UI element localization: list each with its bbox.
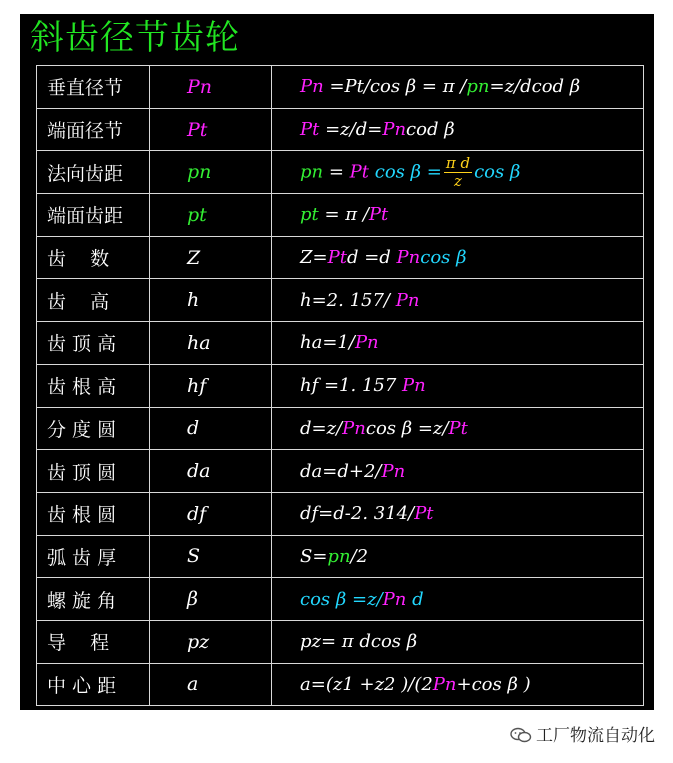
parameter-symbol	[150, 322, 272, 365]
formula-term: pt	[300, 204, 319, 226]
formula-term: Pt	[448, 417, 468, 439]
formula-term: pn	[300, 161, 324, 183]
parameter-formula	[272, 194, 644, 237]
parameter-formula	[272, 66, 644, 109]
formula-term: pn	[327, 545, 351, 567]
parameter-symbol	[150, 236, 272, 279]
formula-term: Pn	[402, 375, 426, 397]
parameter-name: 齿 数	[37, 236, 150, 279]
footer-label: 工厂物流自动化	[536, 726, 655, 746]
parameter-symbol	[150, 194, 272, 237]
formula-term: a	[187, 673, 199, 696]
parameter-formula	[272, 236, 644, 279]
formula-term: Pn	[300, 76, 324, 98]
parameter-formula	[272, 535, 644, 578]
formula-term: Pt	[414, 503, 434, 525]
table-row	[37, 450, 644, 493]
formula-term: Pt	[327, 247, 347, 269]
formula-term: h=2. 157/	[300, 289, 396, 311]
formula-term: ha=1/	[300, 332, 355, 354]
table-row	[37, 194, 644, 237]
table-row	[37, 279, 644, 322]
formula-term: pz= π dcos β	[300, 631, 418, 653]
parameter-symbol	[150, 450, 272, 493]
formula-term: Pn	[381, 460, 406, 482]
formula-term: a=(z1 +z2 )/(2	[300, 673, 433, 695]
formula-term: cos β =z/	[300, 588, 383, 610]
formula-term: =z/d=	[319, 119, 383, 141]
parameter-formula	[272, 279, 644, 322]
formula-term: cos β	[474, 161, 521, 183]
formula-term: df	[187, 502, 207, 525]
parameter-name: 齿 顶 圆	[37, 450, 150, 493]
fraction-numerator: π d	[445, 153, 471, 172]
wechat-icon	[510, 727, 532, 743]
formula-term: +cos β )	[456, 673, 531, 695]
formula-term: cos β =z/	[365, 417, 449, 439]
table-row	[37, 663, 644, 706]
table-row	[37, 578, 644, 621]
parameter-formula	[272, 364, 644, 407]
formula-term: Pn	[396, 247, 421, 269]
parameter-formula	[272, 578, 644, 621]
formula-term: /2	[350, 545, 369, 567]
formula-term: Pn	[342, 417, 366, 439]
formula-term: da	[187, 460, 211, 483]
formula-term: β	[187, 588, 198, 611]
table-row	[37, 407, 644, 450]
parameter-name: 齿 顶 高	[37, 322, 150, 365]
parameter-symbol	[150, 535, 272, 578]
formula-term: = π /	[318, 204, 369, 226]
table-row	[37, 236, 644, 279]
table-row	[37, 535, 644, 578]
parameter-formula	[272, 492, 644, 535]
formula-term: hf	[187, 374, 207, 397]
table-row	[37, 492, 644, 535]
formula-term: Pn	[354, 332, 379, 354]
formula-term: pt	[187, 203, 207, 226]
parameter-formula	[272, 407, 644, 450]
formula-term: Pt	[368, 204, 389, 226]
formula-table	[36, 65, 644, 706]
formula-term: d	[406, 588, 424, 610]
formula-term: cos β	[420, 247, 467, 269]
formula-term: df=d-2. 314/	[300, 503, 415, 525]
parameter-name: 中 心 距	[37, 663, 150, 706]
formula-term: d=z/	[300, 417, 343, 439]
parameter-symbol	[150, 66, 272, 109]
parameter-name: 法向齿距	[37, 151, 150, 194]
table-row	[37, 108, 644, 151]
parameter-formula	[272, 663, 644, 706]
formula-term: pz	[187, 630, 210, 653]
formula-term: h	[187, 289, 200, 312]
parameter-symbol	[150, 663, 272, 706]
formula-term: Pt	[187, 118, 208, 141]
table-row	[37, 620, 644, 663]
formula-term: S=	[300, 545, 328, 567]
parameter-name: 导 程	[37, 620, 150, 663]
formula-term: Pn	[187, 75, 213, 98]
formula-term: hf =1. 157	[300, 375, 403, 397]
parameter-symbol	[150, 620, 272, 663]
parameter-formula	[272, 151, 644, 194]
page-title: 斜齿径节齿轮	[30, 18, 240, 58]
parameter-symbol	[150, 108, 272, 151]
parameter-name: 齿 根 圆	[37, 492, 150, 535]
parameter-symbol	[150, 407, 272, 450]
formula-term: ha	[187, 331, 211, 354]
formula-term: =z/dcod β	[489, 76, 581, 98]
formula-term: Pn	[382, 588, 407, 610]
parameter-name: 齿 高	[37, 279, 150, 322]
parameter-symbol	[150, 364, 272, 407]
footer-watermark	[510, 721, 655, 746]
formula-term: Pn	[382, 119, 407, 141]
table-row	[37, 322, 644, 365]
formula-term: Pn	[395, 289, 420, 311]
formula-term: cos β =	[369, 161, 442, 183]
parameter-name: 螺 旋 角	[37, 578, 150, 621]
parameter-formula	[272, 322, 644, 365]
formula-term: cod β	[406, 119, 455, 141]
fraction-denominator: z	[453, 171, 462, 190]
table-row	[37, 364, 644, 407]
parameter-name: 端面齿距	[37, 194, 150, 237]
parameter-symbol	[150, 578, 272, 621]
parameter-formula	[272, 108, 644, 151]
formula-term: da=d+2/	[300, 460, 382, 482]
formula-term: S	[187, 545, 201, 568]
formula-term: Pn	[432, 673, 457, 695]
table-row	[37, 66, 644, 109]
formula-term: Z=	[300, 247, 328, 269]
formula-term: pn	[466, 76, 490, 98]
formula-term: Z	[187, 246, 201, 269]
formula-term: pn	[187, 161, 212, 184]
formula-term: Pt	[300, 119, 320, 141]
formula-term: d =d	[346, 247, 397, 269]
parameter-formula	[272, 450, 644, 493]
parameter-formula	[272, 620, 644, 663]
formula-term: =Pt/cos β = π /	[323, 76, 467, 98]
formula-term: =	[323, 161, 350, 183]
parameter-name: 端面径节	[37, 108, 150, 151]
parameter-name: 垂直径节	[37, 66, 150, 109]
parameter-name: 分 度 圆	[37, 407, 150, 450]
fraction	[444, 155, 472, 190]
parameter-symbol	[150, 151, 272, 194]
parameter-symbol	[150, 492, 272, 535]
parameter-name: 齿 根 高	[37, 364, 150, 407]
formula-term: d	[187, 417, 200, 440]
parameter-symbol	[150, 279, 272, 322]
formula-term: Pt	[349, 161, 370, 183]
parameter-name: 弧 齿 厚	[37, 535, 150, 578]
table-row	[37, 151, 644, 194]
